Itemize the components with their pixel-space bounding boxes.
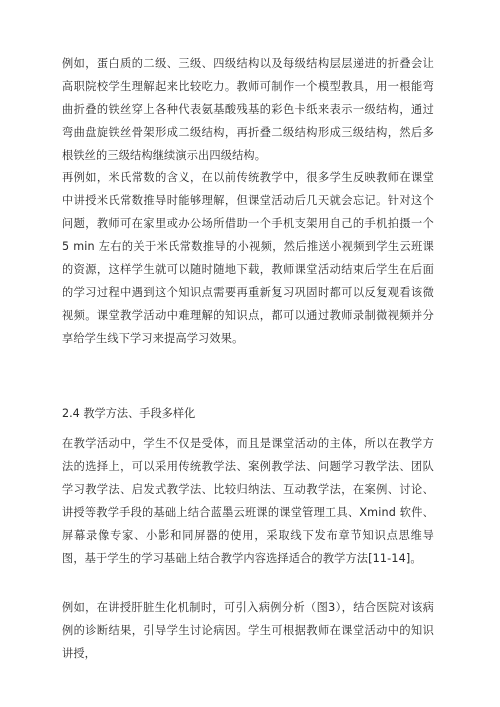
paragraph-teaching-methods: 在教学活动中，学生不仅是受体，而且是课堂活动的主体，所以在教学方法的选择上，可以采用传统教学法、案例教学法、问题学习教学法、团队学习教学法、启发式教学法、比较归纳法、互动教学法，在案例、讨论、讲授等教学手段的基础上结合蓝墨云班课的课堂管理工具、Xmind 软件、屏幕录像专家、小影和同屏器的使用，采取线下发布章节知识点思维导图，基于学生的学习基础上结合教学内容选择适合的教学方法[11-14]。: [62, 437, 434, 565]
paragraph-protein-structure: 例如，蛋白质的二级、三级、四级结构以及每级结构层层递进的折叠会让高职院校学生理解起来比较吃力。教师可制作一个模型教具，用一根能弯曲折叠的铁丝穿上各种代表氨基酸残基的彩色卡纸来表示一级结构，通过弯曲盘旋铁丝骨架形成二级结构，再折叠二级结构形成三级结构，然后多根铁丝的三级结构继续演示出四级结构。: [62, 57, 434, 162]
paragraph-liver-case: 例如，在讲授肝脏生化机制时，可引入病例分析（图3），结合医院对该病例的诊断结果，引导学生讨论病因。学生可根据教师在课堂活动中的知识讲授，: [62, 601, 434, 660]
section-heading: 2.4 教学方法、手段多样化: [62, 407, 196, 420]
paragraph-michaelis-constant: 再例如，米氏常数的含义，在以前传统教学中，很多学生反映教师在课堂中讲授米氏常数推导时能够理解，但课堂活动后几天就会忘记。针对这个问题，教师可在家里或办公场所借助一个手机支架用自己的手机拍摄一个 5 min 左右的关于米氏常数推导的小视频，然后推送小视频到学生云班课的资源，这样学生就可以随时随地下载，教师课堂活动结束后学生在后面的学习过程中遇到这个知识点需要再重新复习巩固时都可以反复观看该微视频。课堂教学活动中难理解的知识点，都可以通过教师录制微视频并分享给学生线下学习来提高学习效果。: [62, 171, 434, 345]
